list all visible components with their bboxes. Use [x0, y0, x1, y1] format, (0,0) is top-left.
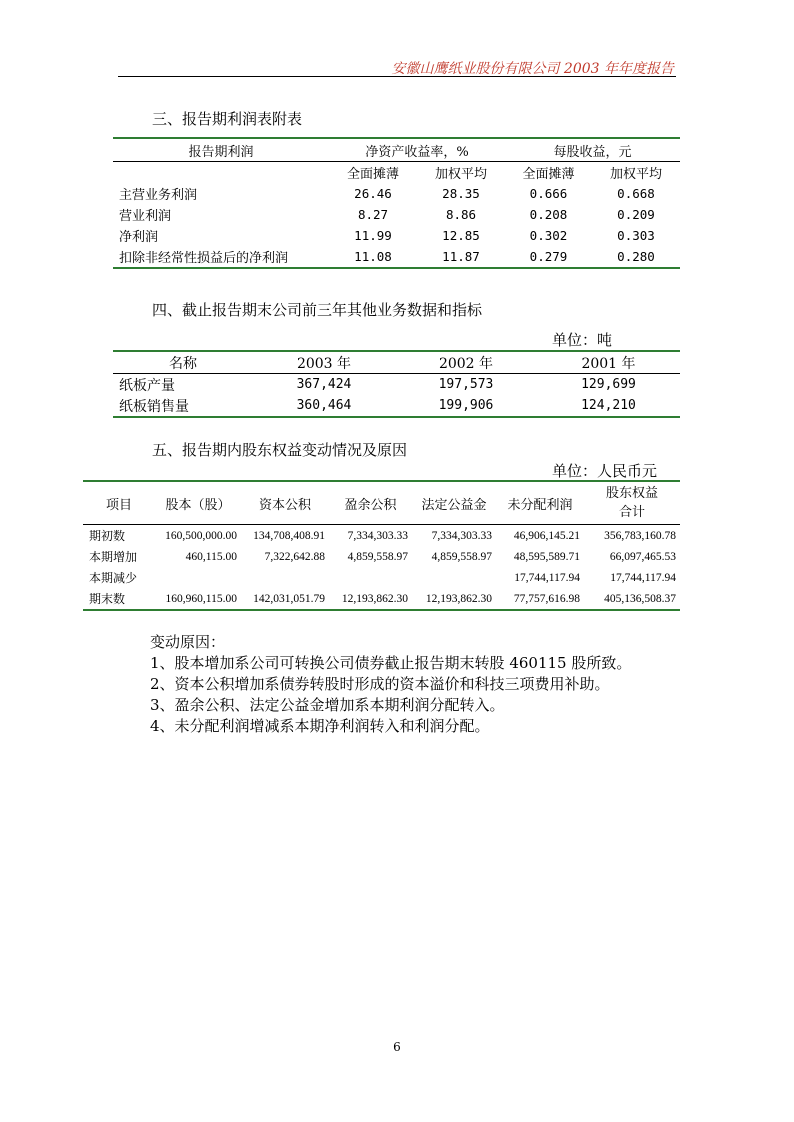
- cell: 405,136,508.37: [604, 592, 676, 605]
- sub-header: 加权平均: [609, 167, 662, 182]
- section4-title: 四、截止报告期末公司前三年其他业务数据和指标: [152, 301, 483, 319]
- reason-item: 4、未分配利润增减系本期净利润转入和利润分配。: [150, 717, 490, 735]
- cell: 460,115.00: [185, 550, 237, 563]
- cell: 7,322,642.88: [264, 550, 325, 563]
- col-header: 盈余公积: [329, 481, 412, 525]
- row-label: 本期减少: [89, 571, 138, 585]
- cell: 11.08: [354, 249, 392, 264]
- cell: 12.85: [442, 228, 480, 243]
- section5-unit: 单位：人民币元: [552, 462, 658, 480]
- table-row: [113, 395, 680, 417]
- empty-cell: [113, 162, 329, 184]
- cell: 4,859,558.97: [431, 550, 492, 563]
- row-label: 纸板销售量: [119, 398, 189, 415]
- table-row: [83, 567, 680, 588]
- cell: [241, 567, 329, 588]
- eps-header: 每股收益，元: [505, 138, 680, 162]
- row-label: 期初数: [89, 529, 126, 543]
- cell: [329, 567, 412, 588]
- reasons-title: 变动原因：: [150, 633, 226, 651]
- cell: 8.86: [445, 207, 477, 222]
- business-table-header-row: [113, 351, 680, 374]
- col-header: 法定公益金: [412, 481, 496, 525]
- reason-item: 2、资本公积增加系债券转股时形成的资本溢价和科技三项费用补助。: [150, 675, 610, 693]
- cell: 367,424: [296, 377, 352, 392]
- table-row: [83, 588, 680, 610]
- cell: 8.27: [357, 207, 389, 222]
- cell: 77,757,616.98: [513, 592, 580, 605]
- cell: 66,097,465.53: [609, 550, 676, 563]
- row-label: 净利润: [119, 230, 159, 245]
- cell: 0.303: [617, 228, 655, 243]
- cell: 134,708,408.91: [253, 529, 325, 542]
- cell: 17,744,117.94: [514, 571, 580, 584]
- profit-table-subheader-row: [113, 162, 680, 184]
- equity-change-table: [83, 480, 680, 611]
- cell: 0.666: [529, 186, 568, 201]
- cell: 11.99: [354, 228, 392, 243]
- cell: 142,031,051.79: [253, 592, 325, 605]
- cell: [155, 567, 241, 588]
- cell: 4,859,558.97: [347, 550, 408, 563]
- cell: 46,906,145.21: [513, 529, 580, 542]
- cell: 160,960,115.00: [165, 592, 237, 605]
- cell: 0.208: [529, 207, 568, 222]
- cell: 11.87: [442, 249, 480, 264]
- col-header: 未分配利润: [496, 481, 584, 525]
- cell: 0.302: [529, 228, 568, 243]
- profit-col-label-header: 报告期利润: [113, 138, 329, 162]
- cell: 199,906: [438, 398, 494, 413]
- sub-header: 全面摊薄: [522, 167, 575, 182]
- sub-header: 加权平均: [434, 167, 487, 182]
- cell: 356,783,160.78: [604, 529, 676, 542]
- table-row: [83, 525, 680, 547]
- row-label: 扣除非经常性损益后的净利润: [119, 251, 289, 266]
- col-header-line2: 合计: [618, 505, 645, 520]
- reason-item: 1、股本增加系公司可转换公司债券截止报告期末转股 460115 股所致。: [150, 654, 632, 672]
- cell: 0.280: [617, 249, 655, 264]
- cell: 26.46: [354, 186, 392, 201]
- row-label: 主营业务利润: [119, 188, 198, 203]
- cell: 12,193,862.30: [425, 592, 492, 605]
- row-label: 营业利润: [119, 209, 172, 224]
- profit-table: [113, 137, 680, 269]
- roe-header: 净资产收益率，%: [329, 138, 505, 162]
- col-header: [584, 481, 680, 525]
- cell: 12,193,862.30: [341, 592, 408, 605]
- cell: [412, 567, 496, 588]
- change-reasons: [150, 632, 631, 737]
- sub-header: 全面摊薄: [346, 167, 399, 182]
- row-label: 本期增加: [89, 550, 138, 564]
- section4-unit: 单位：吨: [552, 331, 613, 349]
- cell: 124,210: [581, 398, 636, 413]
- col-header-line1: 股东权益: [605, 486, 658, 501]
- cell: 0.209: [617, 207, 655, 222]
- col-header: 股本（股）: [155, 481, 241, 525]
- table-row: [113, 246, 680, 268]
- cell: 7,334,303.33: [347, 529, 408, 542]
- cell: 160,500,000.00: [165, 529, 237, 542]
- business-data-table: [113, 350, 680, 418]
- row-label: 期末数: [89, 592, 126, 606]
- row-label: 纸板产量: [119, 377, 175, 394]
- page-header-title: 安徽山鹰纸业股份有限公司 2003 年年度报告: [391, 61, 674, 77]
- cell: 0.668: [617, 186, 655, 201]
- table-row: [83, 546, 680, 567]
- cell: 7,334,303.33: [431, 529, 492, 542]
- cell: 48,595,589.71: [513, 550, 580, 563]
- table-row: [113, 204, 680, 225]
- cell: 360,464: [296, 398, 352, 413]
- table-row: [113, 183, 680, 204]
- table-row: [113, 374, 680, 396]
- cell: 129,699: [581, 377, 636, 392]
- section3-title: 三、报告期利润表附表: [152, 110, 303, 128]
- cell: 17,744,117.94: [610, 571, 676, 584]
- profit-table-header-row: [113, 138, 680, 162]
- section5-title: 五、报告期内股东权益变动情况及原因: [152, 441, 408, 459]
- col-header: 2002 年: [395, 351, 537, 374]
- cell: 28.35: [442, 186, 480, 201]
- col-header: 项目: [83, 481, 155, 525]
- cell: 0.279: [529, 249, 568, 264]
- reason-item: 3、盈余公积、法定公益金增加系本期利润分配转入。: [150, 696, 505, 714]
- equity-table-header-row: [83, 481, 680, 525]
- cell: 197,573: [438, 377, 494, 392]
- table-row: [113, 225, 680, 246]
- col-header: 2001 年: [537, 351, 680, 374]
- header-rule: [118, 76, 676, 77]
- col-header: 2003 年: [253, 351, 395, 374]
- col-header: 名称: [113, 351, 253, 374]
- col-header: 资本公积: [241, 481, 329, 525]
- page-number: 6: [393, 1040, 401, 1054]
